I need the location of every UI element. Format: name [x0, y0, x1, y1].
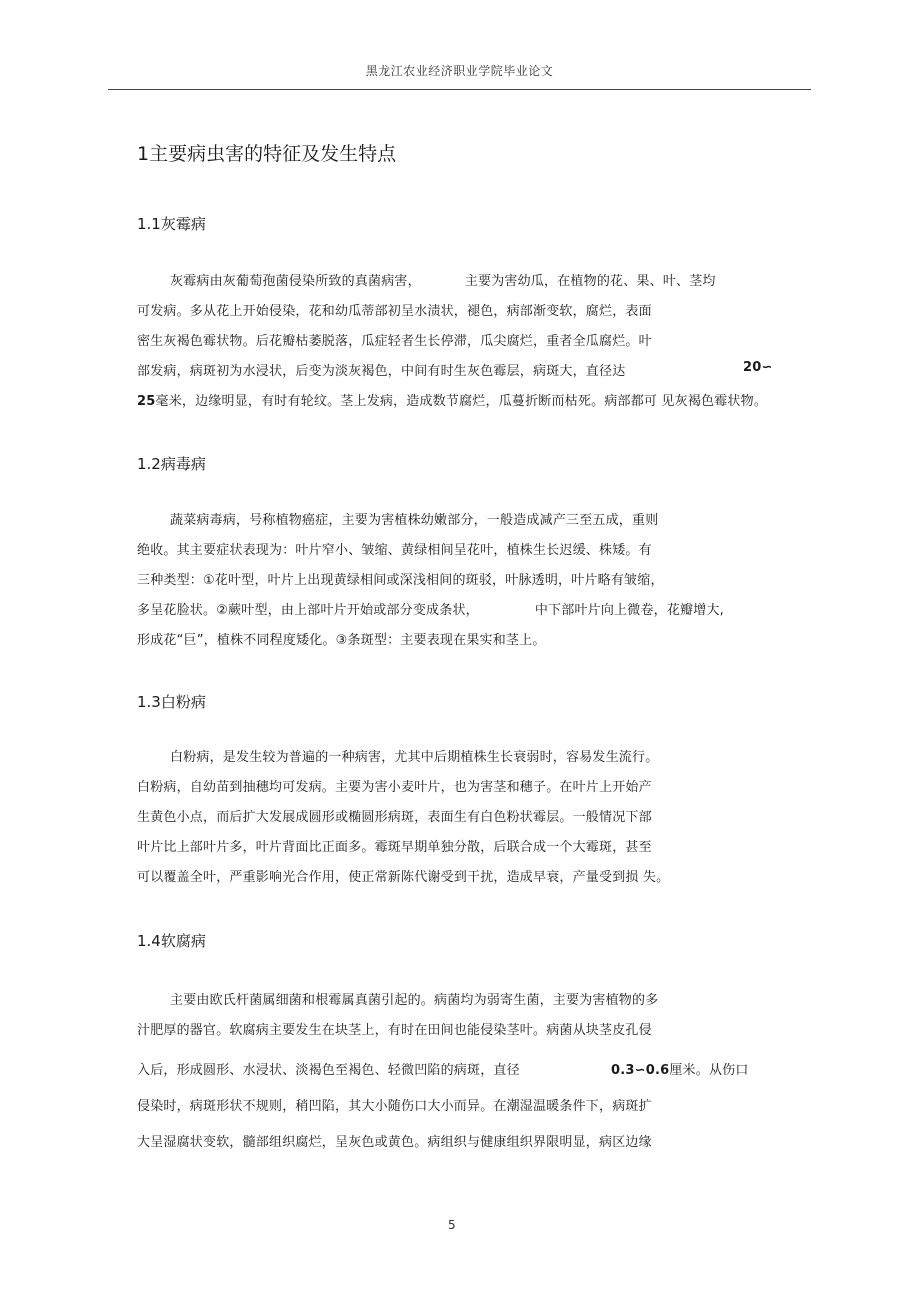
- section-heading: 1.3白粉病: [137, 693, 206, 711]
- paragraph-line: 主要由欧氏杆菌属细菌和根霉属真菌引起的。病菌均为弱寄生菌，主要为害植物的多: [170, 993, 659, 1008]
- header-text: 黑龙江农业经济职业学院毕业论文: [365, 64, 554, 78]
- line-text: 主要为害幼瓜，在植物的花、果、叶、茎均: [464, 274, 716, 289]
- paragraph-line: 可以覆盖全叶，严重影响光合作用，使正常新陈代谢受到干扰，造成早衰，产量受到损 失。: [137, 870, 670, 885]
- measurement-value: 20∽: [743, 360, 773, 375]
- paragraph-line: 侵染时，病斑形状不规则，稍凹陷，其大小随伤口大小而异。在潮湿温暖条件下，病斑扩: [137, 1099, 652, 1114]
- paragraph-line: 密生灰褐色霉状物。后花瓣枯萎脱落，瓜症轻者生长停滞，瓜尖腐烂，重者全瓜腐烂。叶: [137, 334, 652, 349]
- paragraph-line: [137, 599, 724, 618]
- paragraph-line: 大呈湿腐状变软，髓部组织腐烂，呈灰色或黄色。病组织与健康组织界限明显，病区边缘: [137, 1135, 652, 1150]
- paragraph-line: 白粉病，自幼苗到抽穗均可发病。主要为害小麦叶片，也为害茎和穗子。在叶片上开始产: [137, 780, 652, 795]
- section-heading: 1.1灰霉病: [137, 215, 206, 233]
- line-text: 部发病，病斑初为水浸状，后变为淡灰褐色，中间有时生灰色霉层，病斑大，直径达: [137, 364, 626, 379]
- section-heading: 1.2病毒病: [137, 455, 206, 473]
- line-text: 灰霉病由灰葡萄孢菌侵染所致的真菌病害，: [170, 274, 421, 289]
- page-number: 5: [448, 1218, 456, 1232]
- paragraph-line: 汁肥厚的器官。软腐病主要发生在块茎上，有时在田间也能侵染茎叶。病菌从块茎皮孔侵: [137, 1023, 652, 1038]
- paragraph-line: 叶片比上部叶片多，叶片背面比正面多。霉斑早期单独分散，后联合成一个大霉斑，甚至: [137, 840, 652, 855]
- line-text: 厘米。从伤口: [669, 1063, 749, 1078]
- header-divider: [108, 89, 811, 90]
- paragraph-line-tail: [611, 1059, 749, 1078]
- paragraph-line: 可发病。多从花上开始侵染，花和幼瓜蒂部初呈水渍状，褪色，病部渐变软，腐烂，表面: [137, 304, 652, 319]
- paragraph-line: [137, 390, 767, 409]
- paragraph-line: 形成花“巨”，植株不同程度矮化。③条斑型：主要表现在果实和茎上。: [137, 633, 546, 648]
- line-text: 毫米，边缘明显，有时有轮纹。茎上发病，造成数节腐烂，瓜蔓折断而枯死。病部都可 见灰褐色霉状物。: [155, 394, 768, 409]
- chapter-title: 1主要病虫害的特征及发生特点: [137, 143, 397, 165]
- line-text: 中下部叶片向上微卷，花瓣增大,: [534, 603, 724, 618]
- measurement-value: 25: [137, 394, 156, 409]
- measurement-value: 0.3∽0.6: [611, 1063, 670, 1078]
- paragraph-line: 三种类型：①花叶型，叶片上出现黄绿相间或深浅相间的斑驳，叶脉透明，叶片略有皱缩，: [137, 573, 664, 588]
- line-text: 多呈花脸状。②蕨叶型，由上部叶片开始或部分变成条状，: [137, 603, 479, 618]
- section-heading: 1.4软腐病: [137, 932, 206, 950]
- paragraph-line: 入后，形成圆形、水浸状、淡褐色至褐色、轻微凹陷的病斑，直径: [137, 1063, 520, 1078]
- paragraph-line: 生黄色小点，而后扩大发展成圆形或椭圆形病斑，表面生有白色粉状霉层。一般情况下部: [137, 810, 652, 825]
- paragraph-line: [137, 360, 625, 379]
- paragraph-line: 蔬菜病毒病，号称植物癌症，主要为害植株幼嫩部分，一般造成减产三至五成，重则: [170, 513, 659, 528]
- paragraph-line: [170, 270, 716, 289]
- paragraph-line: 绝收。其主要症状表现为：叶片窄小、皱缩、黄绿相间呈花叶，植株生长迟缓、株矮。有: [137, 543, 652, 558]
- paragraph-line: 白粉病，是发生较为普遍的一种病害，尤其中后期植株生长衰弱时，容易发生流行。: [170, 750, 659, 765]
